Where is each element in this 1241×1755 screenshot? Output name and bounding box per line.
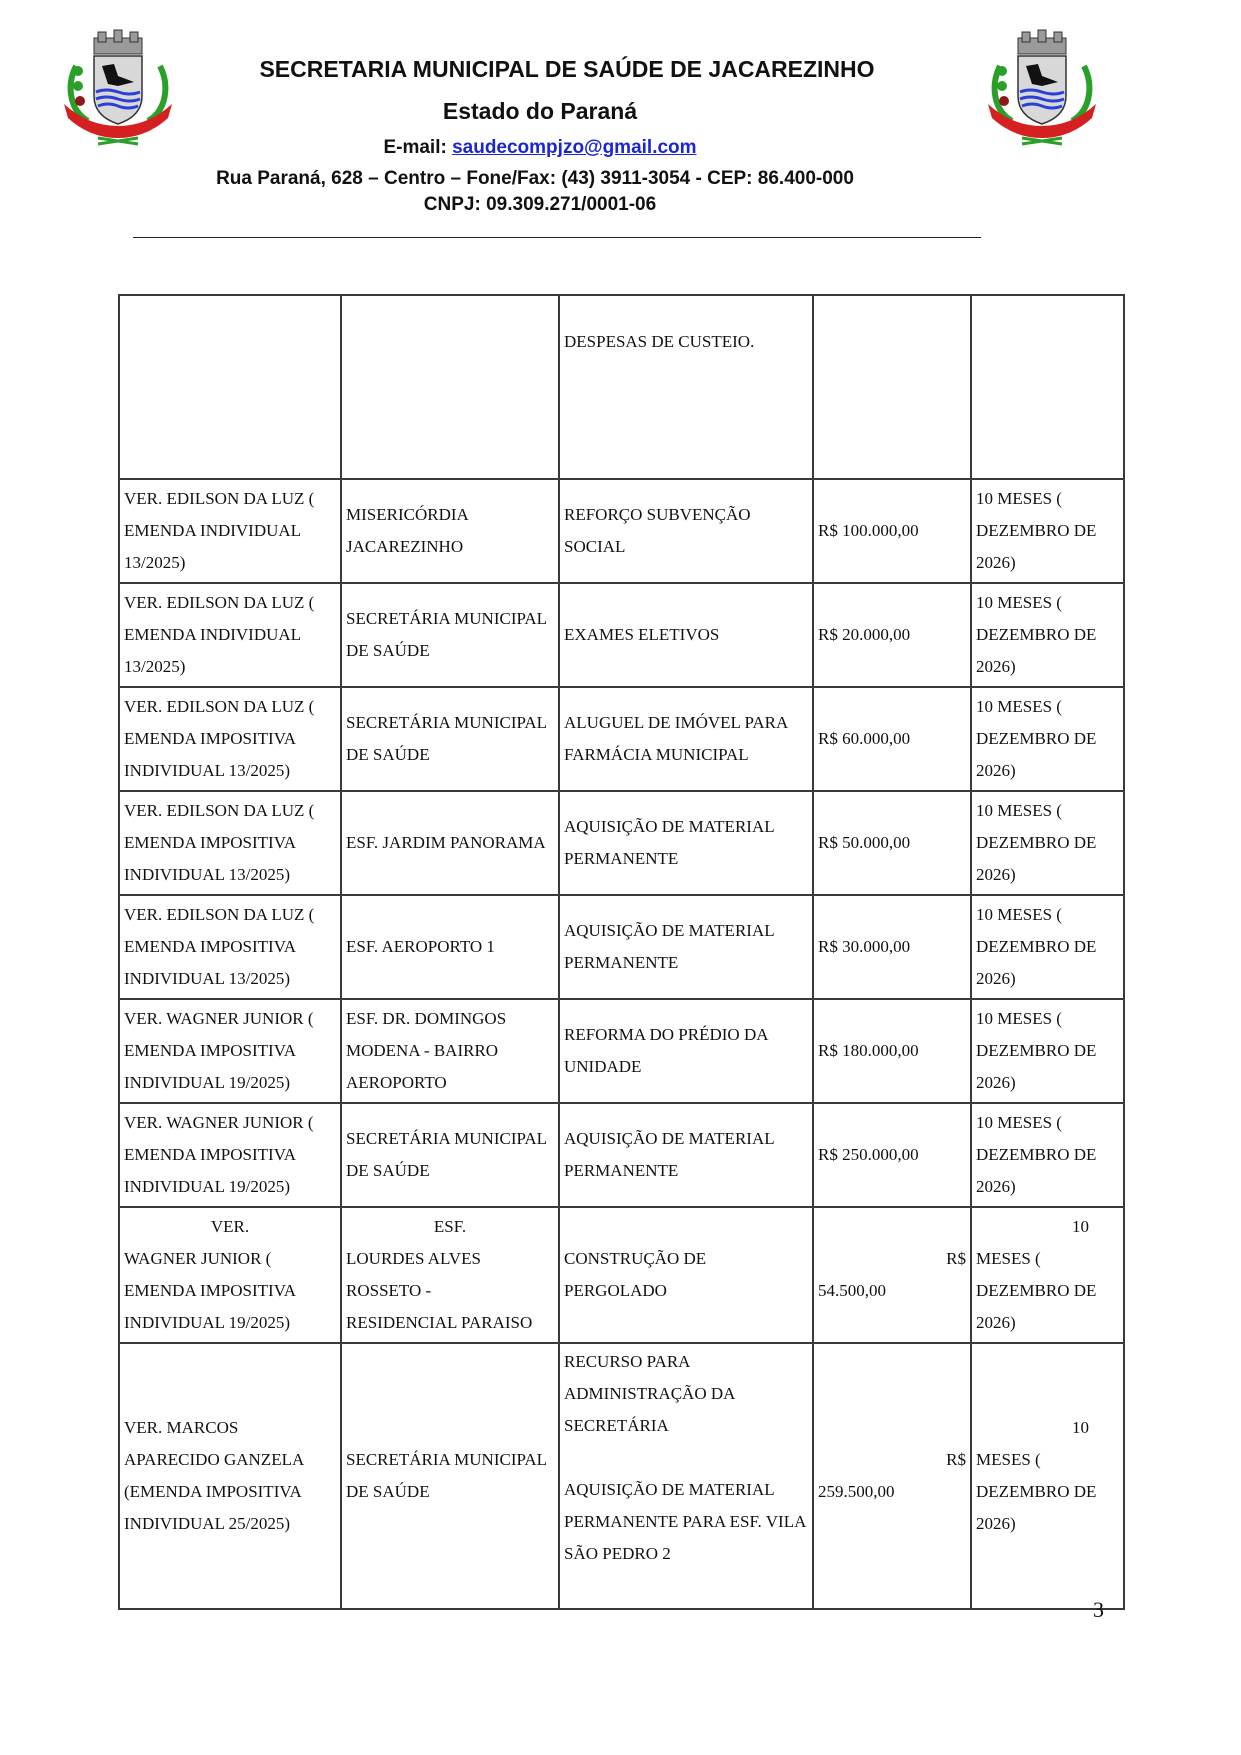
cell-destination (341, 1207, 559, 1343)
header-address: Rua Paraná, 628 – Centro – Fone/Fax: (43) 3911-3054 - CEP: 86.400-000 (216, 168, 854, 189)
cell-author (119, 1207, 341, 1343)
table-row (119, 1207, 1124, 1343)
cell-object: EXAMES ELETIVOS (559, 583, 813, 687)
cell-line: DEZEMBRO DE (976, 1482, 1097, 1501)
table-row (119, 479, 1124, 583)
cell-author: VER. WAGNER JUNIOR ( EMENDA IMPOSITIVA INDIVIDUAL 19/2025) (119, 1103, 341, 1207)
cell-value: R$ 250.000,00 (813, 1103, 971, 1207)
cell-line: DEZEMBRO DE (976, 1281, 1097, 1300)
cell-author (119, 295, 341, 479)
cell-object: AQUISIÇÃO DE MATERIAL PERMANENTE (559, 791, 813, 895)
cell-deadline: 10 MESES ( DEZEMBRO DE 2026) (971, 583, 1124, 687)
table-row (119, 1343, 1124, 1609)
cell-author: VER. EDILSON DA LUZ ( EMENDA INDIVIDUAL 13/2025) (119, 479, 341, 583)
cell-object: AQUISIÇÃO DE MATERIAL PERMANENTE (559, 895, 813, 999)
cell-destination: MISERICÓRDIA JACAREZINHO (341, 479, 559, 583)
cell-line: RESIDENCIAL PARAISO (346, 1313, 533, 1332)
cell-destination (341, 295, 559, 479)
cell-destination: SECRETÁRIA MUNICIPAL DE SAÚDE (341, 687, 559, 791)
cell-deadline: 10 MESES ( DEZEMBRO DE 2026) (971, 895, 1124, 999)
cell-value: R$ 60.000,00 (813, 687, 971, 791)
cell-line: 2026) (976, 1514, 1016, 1533)
table-row (119, 895, 1124, 999)
cell-spacer (564, 1442, 808, 1474)
header-divider (133, 237, 981, 239)
cell-deadline (971, 1343, 1124, 1609)
cell-line: INDIVIDUAL 19/2025) (124, 1313, 291, 1332)
amendments-table (118, 294, 1125, 1610)
cell-line: MESES ( (976, 1249, 1041, 1268)
header-email-line (360, 137, 720, 159)
cell-line: VER. (210, 1217, 250, 1236)
cell-line: RECURSO PARA ADMINISTRAÇÃO DA SECRETÁRIA (564, 1352, 735, 1435)
table-row (119, 999, 1124, 1103)
cell-line: MESES ( (976, 1450, 1041, 1469)
cell-object: REFORÇO SUBVENÇÃO SOCIAL (559, 479, 813, 583)
header-state: Estado do Paraná (442, 98, 638, 124)
cell-value (813, 295, 971, 479)
cell-deadline: 10 MESES ( DEZEMBRO DE 2026) (971, 999, 1124, 1103)
email-label: E-mail: (383, 137, 453, 158)
cell-object: REFORMA DO PRÉDIO DA UNIDADE (559, 999, 813, 1103)
cell-value: R$ 100.000,00 (813, 479, 971, 583)
cell-destination: SECRETÁRIA MUNICIPAL DE SAÚDE (341, 583, 559, 687)
cell-author: VER. EDILSON DA LUZ ( EMENDA IMPOSITIVA INDIVIDUAL 13/2025) (119, 895, 341, 999)
cell-deadline: 10 MESES ( DEZEMBRO DE 2026) (971, 687, 1124, 791)
cell-destination: ESF. JARDIM PANORAMA (341, 791, 559, 895)
cell-object: CONSTRUÇÃO DE PERGOLADO (559, 1207, 813, 1343)
cell-value: R$ 180.000,00 (813, 999, 971, 1103)
table-row (119, 1103, 1124, 1207)
cell-object: DESPESAS DE CUSTEIO. (559, 295, 813, 479)
cell-deadline (971, 1207, 1124, 1343)
cell-value (813, 1207, 971, 1343)
cell-author: VER. WAGNER JUNIOR ( EMENDA IMPOSITIVA INDIVIDUAL 19/2025) (119, 999, 341, 1103)
cell-line: 54.500,00 (818, 1281, 886, 1300)
cell-line: R$ (946, 1450, 966, 1469)
cell-line: WAGNER JUNIOR ( (124, 1249, 272, 1268)
cell-author: VER. MARCOS APARECIDO GANZELA (EMENDA IMPOSITIVA INDIVIDUAL 25/2025) (119, 1343, 341, 1609)
municipal-crest-icon (982, 26, 1102, 146)
cell-line: 2026) (976, 1313, 1016, 1332)
table-row (119, 791, 1124, 895)
table-row (119, 583, 1124, 687)
cell-value: R$ 30.000,00 (813, 895, 971, 999)
cell-author: VER. EDILSON DA LUZ ( EMENDA INDIVIDUAL 13/2025) (119, 583, 341, 687)
cell-author: VER. EDILSON DA LUZ ( EMENDA IMPOSITIVA INDIVIDUAL 13/2025) (119, 687, 341, 791)
cell-line: 10 (1072, 1217, 1089, 1236)
cell-line: EMENDA IMPOSITIVA (124, 1281, 297, 1300)
cell-line: LOURDES ALVES (346, 1249, 481, 1268)
cell-line: ESF. (433, 1217, 467, 1236)
cell-destination: SECRETÁRIA MUNICIPAL DE SAÚDE (341, 1343, 559, 1609)
cell-destination: ESF. DR. DOMINGOS MODENA - BAIRRO AEROPORTO (341, 999, 559, 1103)
header-cnpj: CNPJ: 09.309.271/0001-06 (423, 194, 657, 215)
letterhead (0, 0, 1241, 250)
cell-object (559, 1343, 813, 1609)
cell-line: ROSSETO - (346, 1281, 432, 1300)
cell-line: 10 (1072, 1418, 1089, 1437)
header-title: SECRETARIA MUNICIPAL DE SAÚDE DE JACAREZINHO (259, 56, 875, 82)
cell-destination: SECRETÁRIA MUNICIPAL DE SAÚDE (341, 1103, 559, 1207)
municipal-crest-icon (58, 26, 178, 146)
cell-value (813, 1343, 971, 1609)
cell-deadline (971, 295, 1124, 479)
table-row (119, 295, 1124, 479)
cell-author: VER. EDILSON DA LUZ ( EMENDA IMPOSITIVA INDIVIDUAL 13/2025) (119, 791, 341, 895)
cell-object: AQUISIÇÃO DE MATERIAL PERMANENTE (559, 1103, 813, 1207)
page-number: 3 (1093, 1597, 1104, 1622)
cell-deadline: 10 MESES ( DEZEMBRO DE 2026) (971, 479, 1124, 583)
cell-destination: ESF. AEROPORTO 1 (341, 895, 559, 999)
cell-value: R$ 20.000,00 (813, 583, 971, 687)
table-row (119, 687, 1124, 791)
email-link[interactable]: saudecompjzo@gmail.com (452, 137, 697, 158)
cell-line: R$ (946, 1249, 966, 1268)
cell-line: AQUISIÇÃO DE MATERIAL PERMANENTE PARA ESF. VILA SÃO PEDRO 2 (564, 1480, 806, 1563)
cell-object: ALUGUEL DE IMÓVEL PARA FARMÁCIA MUNICIPAL (559, 687, 813, 791)
cell-value: R$ 50.000,00 (813, 791, 971, 895)
cell-deadline: 10 MESES ( DEZEMBRO DE 2026) (971, 1103, 1124, 1207)
cell-line: 259.500,00 (818, 1482, 895, 1501)
cell-deadline: 10 MESES ( DEZEMBRO DE 2026) (971, 791, 1124, 895)
